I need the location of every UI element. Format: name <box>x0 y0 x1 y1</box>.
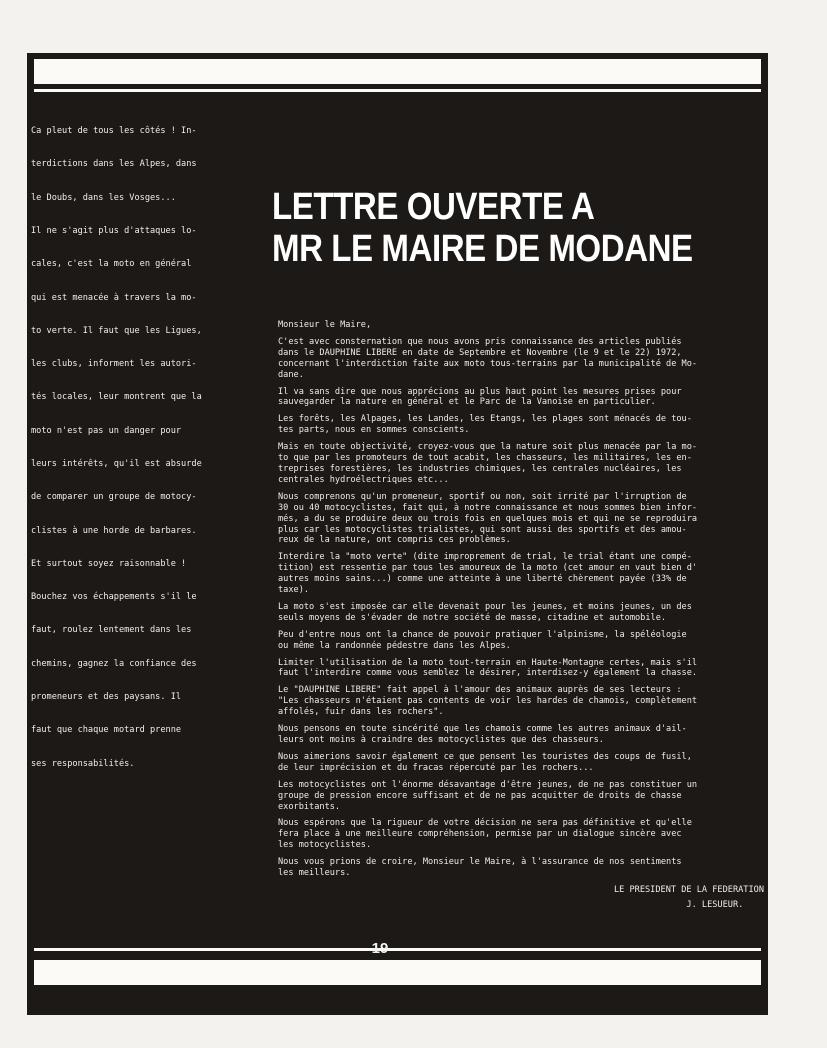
top-white-band <box>34 59 761 84</box>
top-rule <box>34 89 761 92</box>
letter-paragraph: Nous pensons en toute sincérité que les chamois comme les autres animaux d'ail- leurs ont moins à craindre des motocyclistes que des chasseurs. <box>278 724 687 745</box>
sidebar-line: clistes à une horde de barbares. <box>31 525 197 536</box>
sidebar-line: moto n'est pas un danger pour <box>31 425 182 436</box>
letter-paragraph: La moto s'est imposée car elle devenait pour les jeunes, et moins jeunes, un des seuls moyens de s'évader de notre société de masse, citadine et automobile. <box>278 601 692 623</box>
sidebar-line: chemins, gagnez la confiance des <box>31 658 197 669</box>
article-headline <box>272 186 698 270</box>
letter-paragraph: Peu d'entre nous ont la chance de pouvoir pratiquer l'alpinisme, la spéléologie ou même la randonnée pédestre dans les Alpes. <box>278 629 687 651</box>
sidebar-line: cales, c'est la moto en général <box>31 259 192 270</box>
letter-paragraph: Le "DAUPHINE LIBERE" fait appel à l'amour des animaux auprès de ses lecteurs : "Les chasseurs n'étaient pas contents de voir les hardes de chamois, complètement affolés, fuir dans les rochers". <box>278 685 698 718</box>
letter-paragraph: Les forêts, les Alpages, les Landes, les Etangs, les plages sont ménacés de tou- tes parts, nous en sommes conscients. <box>278 414 692 436</box>
letter-paragraph: Il va sans dire que nous apprécions au plus haut point les mesures prises pour sauvegarder la nature en général et le Parc de la Vanoise en particulier. <box>278 386 682 408</box>
signature-title: LE PRESIDENT DE LA FEDERATION <box>613 884 764 895</box>
sidebar-line: Bouchez vos échappements s'il le <box>31 592 197 603</box>
sidebar-line: Et surtout soyez raisonnable ! <box>31 558 187 569</box>
letter-paragraph: C'est avec consternation que nous avons pris connaissance des articles publiés dans le DAUPHINE LIBERE en date de Septembre et Novembre (le 9 et le 22) 1972, concernant l'interdiction faite aux moto tous-terrains par la municipalité de Mo- dane. <box>278 336 698 380</box>
sidebar-line: Il ne s'agit plus d'attaques lo- <box>31 226 197 237</box>
sidebar-line: de comparer un groupe de motocy- <box>31 492 197 503</box>
sidebar-line: tés locales, leur montrent que la <box>31 392 202 403</box>
letter-paragraph: Nous comprenons qu'un promeneur, sportif ou non, soit irrité par l'irruption de 30 ou 40 motocyclistes, fait qui, à notre connaissance et nous sommes bien infor- més, a du se produire deux ou trois fois en quelques mois et qui ne se reproduira plus car les motocyclistes trialistes, qui sont aussi des sportifs et des amou- reux de la nature, ont compris ces problèmes. <box>278 491 698 546</box>
sidebar-line: ses responsabilités. <box>31 758 135 769</box>
sidebar-line: leurs intérêts, qu'il est absurde <box>31 459 202 469</box>
page-number: 19 <box>371 940 389 957</box>
letter-paragraph: Mais en toute objectivité, croyez-vous que la nature soit plus menacée par la mo- to que par les promoteurs de tout acabit, les chasseurs, les militaires, les en- treprises forestières, les industries chimiques, les centrales nucléaires, les centrales hydroélectriques etc... <box>278 442 698 485</box>
headline-line-1: LETTRE OUVERTE A <box>272 186 595 228</box>
letter-paragraph: Nous vous prions de croire, Monsieur le Maire, à l'assurance de nos sentiments les meilleurs. <box>278 857 682 879</box>
letter-paragraph: Limiter l'utilisation de la moto tout-terrain en Haute-Montagne certes, mais s'il faut l'interdire comme vous semblez le désirer, interdisez-y également la chasse. <box>278 657 698 679</box>
sidebar-line: le Doubs, dans les Vosges... <box>31 192 176 203</box>
sidebar-line: faut, roulez lentement dans les <box>31 625 192 636</box>
sidebar-line: terdictions dans les Alpes, dans <box>31 159 197 170</box>
letter-salutation: Monsieur le Maire, <box>278 320 372 330</box>
sidebar-line: promeneurs et des paysans. Il <box>31 691 182 702</box>
open-letter-body <box>278 320 764 911</box>
headline-line-2: MR LE MAIRE DE MODANE <box>272 228 693 270</box>
letter-paragraph: Nous aimerions savoir également ce que pensent les touristes des coups de fusil, de leur imprécision et du fracas répercuté par les rochers... <box>278 751 692 773</box>
bottom-white-band <box>34 960 761 985</box>
signature-name: J. LESUEUR. <box>686 899 764 910</box>
sidebar-line: les clubs, informent les autori- <box>31 359 197 370</box>
sidebar-line: qui est menacée à travers la mo- <box>31 292 197 303</box>
letter-paragraph: Interdire la "moto verte" (dite improprement de trial, le trial étant une compé- tition) est ressentie par tous les amoureux de la moto (cet amour en vaut bien d' autres moins sains...) comme une atteinte à une liberté chèrement payée (33% de taxe). <box>278 552 698 596</box>
sidebar-line: faut que chaque motard prenne <box>31 725 182 736</box>
letter-paragraph: Nous espérons que la rigueur de votre décision ne sera pas définitive et qu'elle fera place à une meilleure compréhension, permise par un dialogue sincère avec les motocyclistes. <box>278 818 692 851</box>
sidebar-line: to verte. Il faut que les Ligues, <box>31 325 202 336</box>
sidebar-intro-text <box>31 104 213 792</box>
letter-paragraph: Les motocyclistes ont l'énorme désavantage d'être jeunes, de ne pas constituer un groupe de pression encore suffisant et de ne pas acquitter de droits de chasse exorbitants. <box>278 779 698 812</box>
sidebar-line: Ca pleut de tous les côtés ! In- <box>31 126 197 137</box>
page-frame <box>27 53 768 1015</box>
